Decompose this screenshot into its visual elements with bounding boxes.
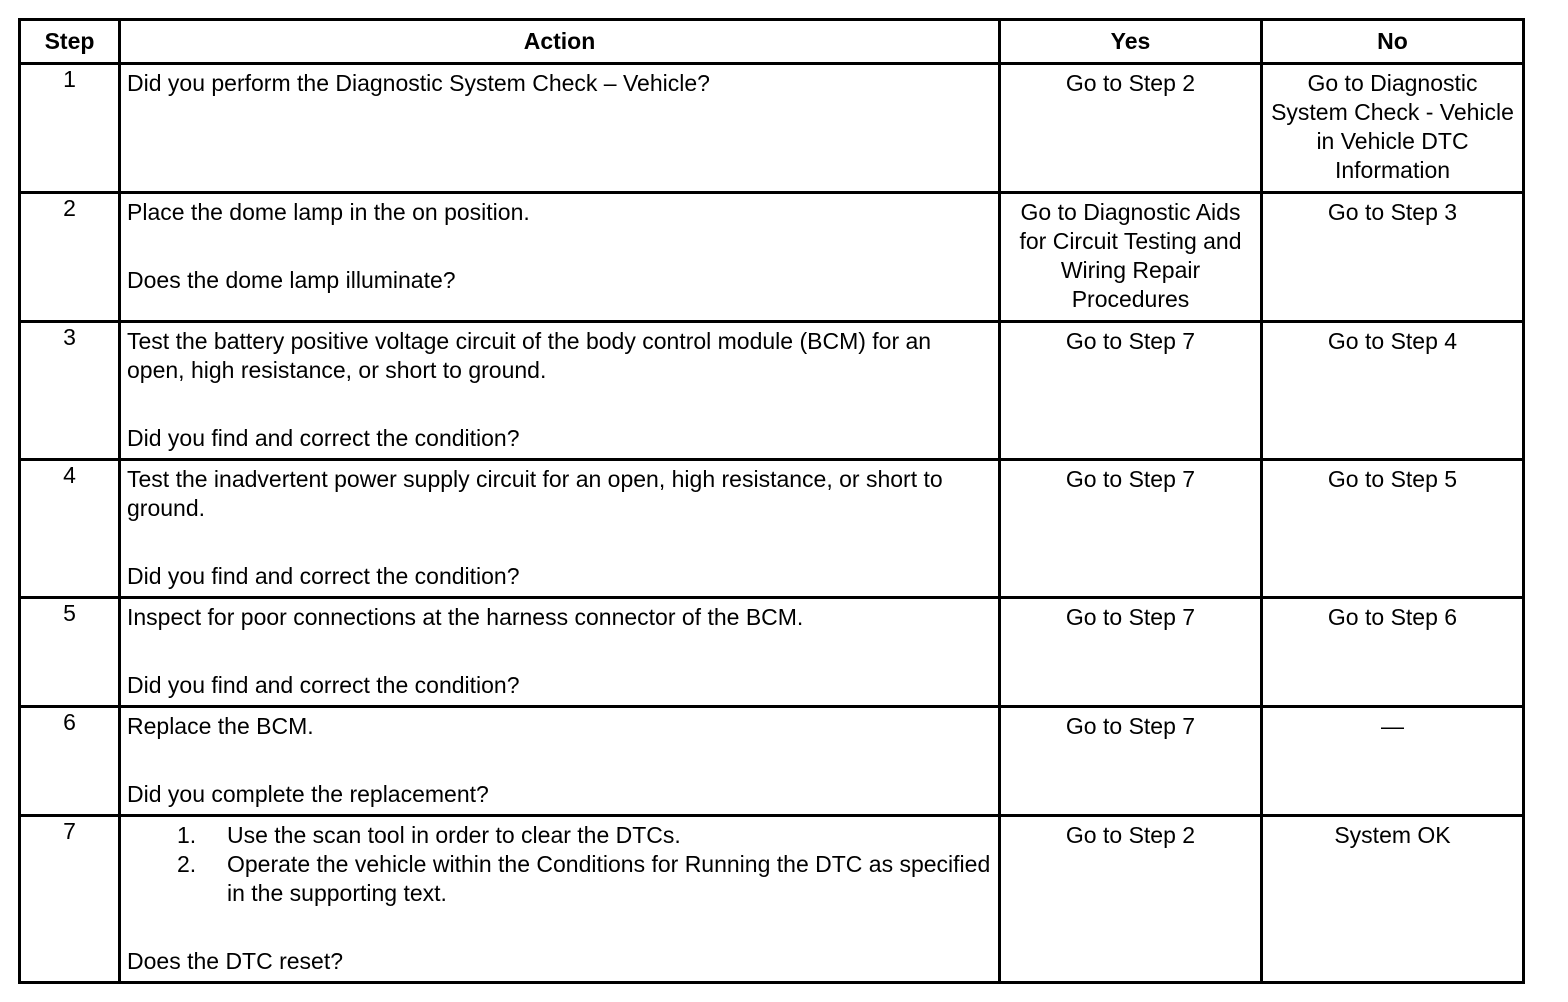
- table-row: [20, 707, 1524, 816]
- action-cell: [120, 816, 1000, 983]
- action-question: Did you complete the replacement?: [127, 781, 489, 807]
- header-yes: Yes: [1000, 20, 1262, 64]
- procedure-item-text: Use the scan tool in order to clear the DTCs.: [227, 822, 681, 848]
- step-number: 1: [20, 64, 120, 193]
- action-instruction: Test the inadvertent power supply circuit for an open, high resistance, or short to ground.: [127, 466, 943, 521]
- no-result: Go to Diagnostic System Check - Vehicle in Vehicle DTC Information: [1262, 64, 1524, 193]
- action-question: Does the dome lamp illuminate?: [127, 267, 456, 293]
- no-result: Go to Step 5: [1262, 460, 1524, 598]
- no-result: Go to Step 6: [1262, 598, 1524, 707]
- step-number: 2: [20, 193, 120, 322]
- step-number: 4: [20, 460, 120, 598]
- table-row: [20, 460, 1524, 598]
- action-cell: [120, 193, 1000, 322]
- procedure-list: [127, 821, 992, 908]
- procedure-item: [127, 850, 992, 908]
- step-number: 5: [20, 598, 120, 707]
- action-instruction: Inspect for poor connections at the harness connector of the BCM.: [127, 604, 804, 630]
- action-cell: [120, 64, 1000, 193]
- action-cell: [120, 707, 1000, 816]
- yes-result: Go to Step 2: [1000, 64, 1262, 193]
- procedure-item-text: Operate the vehicle within the Conditions for Running the DTC as specified in the supporting text.: [227, 851, 991, 906]
- action-instruction: Replace the BCM.: [127, 713, 314, 739]
- table-row: [20, 322, 1524, 460]
- action-cell: [120, 598, 1000, 707]
- yes-result: Go to Diagnostic Aids for Circuit Testing and Wiring Repair Procedures: [1000, 193, 1262, 322]
- yes-result: Go to Step 2: [1000, 816, 1262, 983]
- yes-result: Go to Step 7: [1000, 598, 1262, 707]
- diagnostic-table: [18, 18, 1525, 984]
- header-action: Action: [120, 20, 1000, 64]
- action-cell: [120, 460, 1000, 598]
- header-no: No: [1262, 20, 1524, 64]
- step-number: 7: [20, 816, 120, 983]
- action-instruction: Did you perform the Diagnostic System Check – Vehicle?: [127, 70, 710, 96]
- yes-result: Go to Step 7: [1000, 707, 1262, 816]
- action-question: Did you find and correct the condition?: [127, 425, 520, 451]
- no-result: Go to Step 4: [1262, 322, 1524, 460]
- table-row: [20, 816, 1524, 983]
- action-question: Did you find and correct the condition?: [127, 672, 520, 698]
- procedure-item: [127, 821, 992, 850]
- action-question: Did you find and correct the condition?: [127, 563, 520, 589]
- action-instruction: Place the dome lamp in the on position.: [127, 199, 530, 225]
- yes-result: Go to Step 7: [1000, 322, 1262, 460]
- header-row: [20, 20, 1524, 64]
- action-cell: [120, 322, 1000, 460]
- table-row: [20, 598, 1524, 707]
- table-row: [20, 64, 1524, 193]
- step-number: 6: [20, 707, 120, 816]
- table-row: [20, 193, 1524, 322]
- procedure-item-number: 2.: [177, 851, 197, 877]
- yes-result: Go to Step 7: [1000, 460, 1262, 598]
- procedure-item-number: 1.: [177, 822, 197, 848]
- action-instruction: Test the battery positive voltage circuit of the body control module (BCM) for an open, high resistance, or short to ground.: [127, 328, 932, 383]
- no-result: Go to Step 3: [1262, 193, 1524, 322]
- step-number: 3: [20, 322, 120, 460]
- header-step: Step: [20, 20, 120, 64]
- action-question: Does the DTC reset?: [127, 948, 344, 974]
- no-result: System OK: [1262, 816, 1524, 983]
- no-result: —: [1262, 707, 1524, 816]
